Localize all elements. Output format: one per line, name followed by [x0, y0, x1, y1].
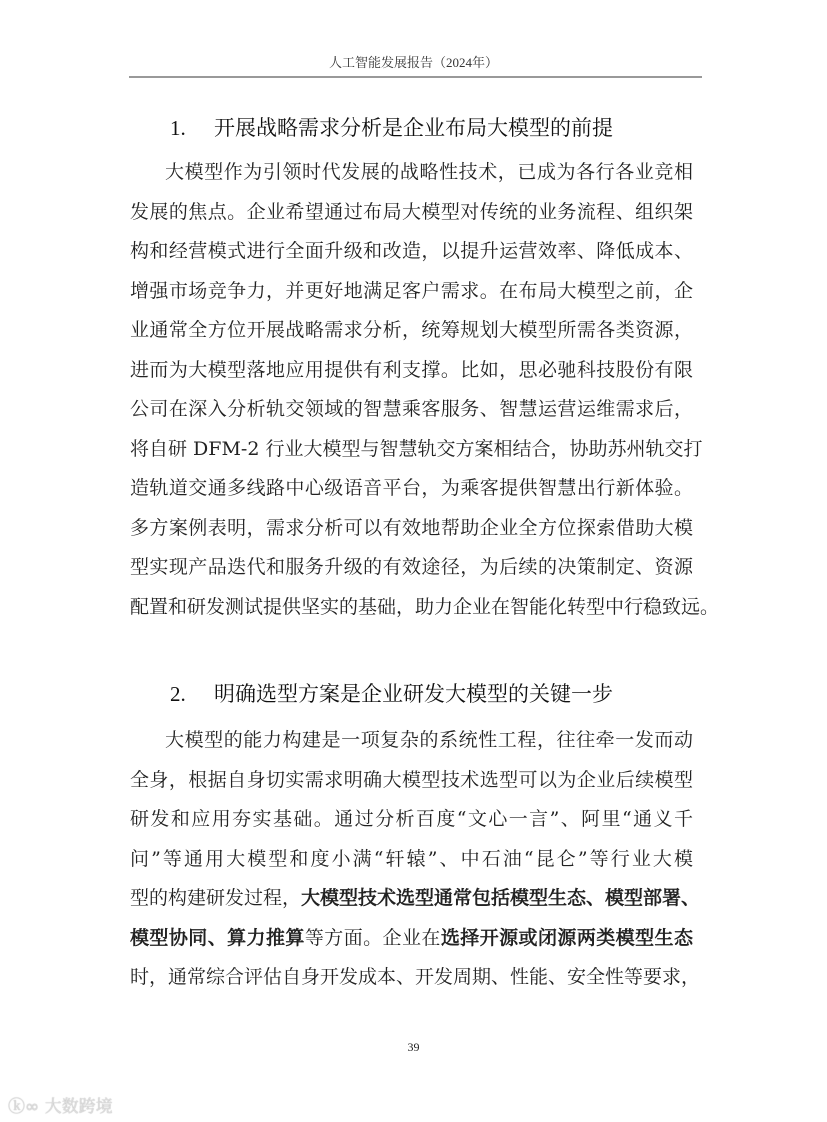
- paragraph-line: [130, 277, 693, 305]
- text-run: 进而为大模型落地应用提供有利支撑。比如，思必驰科技股份有限: [130, 358, 693, 381]
- section-title: 开展战略需求分析是企业布局大模型的前提: [214, 116, 613, 140]
- paragraph-line: [130, 766, 693, 794]
- text-run: 多方案例表明，需求分析可以有效地帮助企业全方位探索借助大模: [130, 516, 693, 539]
- section-1-heading: [170, 112, 613, 142]
- running-header: 人工智能发展报告（2024年）: [328, 55, 498, 70]
- text-run: 问”等通用大模型和度小满“轩辕”、中石油“昆仑”等行业大模: [130, 847, 693, 870]
- text-run: 全身，根据自身切实需求明确大模型技术选型可以为企业后续模型: [130, 768, 693, 791]
- paragraph-line: [130, 395, 693, 423]
- bold-text: 选择开源或闭源两类模型生态: [440, 926, 693, 949]
- section-title: 明确选型方案是企业研发大模型的关键一步: [214, 682, 613, 706]
- header-rule: [129, 76, 702, 78]
- text-run: 大模型作为引领时代发展的战略性技术，已成为各行各业竞相: [165, 161, 693, 183]
- text-run: 型的构建研发过程，: [130, 887, 302, 909]
- paragraph-line: [130, 884, 701, 912]
- paragraph-line: [130, 924, 693, 952]
- paragraph-line: [165, 726, 693, 754]
- text-run: 增强市场竞争力，并更好地满足客户需求。在布局大模型之前，企: [130, 279, 693, 302]
- paragraph-line: [130, 474, 693, 502]
- text-run: 等方面。企业在: [304, 926, 441, 949]
- text-run: 大模型的能力构建是一项复杂的系统性工程，往往牵一发而动: [165, 729, 693, 751]
- bold-text: 大模型技术选型通常包括模型生态、模型部署、: [301, 887, 701, 909]
- text-run: 配置和研发测试提供坚实的基础，助力企业在智能化转型中行稳致远。: [130, 595, 720, 618]
- text-run: 将自研 DFM-2 行业大模型与智慧轨交方案相结合，协助苏州轨交打: [130, 437, 703, 460]
- paragraph-line: [130, 435, 703, 463]
- text-run: 构和经营模式进行全面升级和改造，以提升运营效率、降低成本、: [130, 240, 693, 262]
- paragraph-line: [130, 514, 693, 542]
- text-run: 发展的焦点。企业希望通过布局大模型对传统的业务流程、组织架: [130, 200, 693, 223]
- page-number: 39: [407, 1040, 420, 1054]
- section-2-heading: [170, 678, 613, 708]
- text-run: 造轨道交通多线路中心级语音平台，为乘客提供智慧出行新体验。: [130, 477, 693, 499]
- bold-text: 模型协同、算力推算: [130, 926, 305, 949]
- paragraph-line: [130, 845, 693, 873]
- paragraph-line: [130, 805, 693, 833]
- text-run: 研发和应用夯实基础。通过分析百度“文心一言”、阿里“通义千: [130, 808, 693, 830]
- watermark-logo: ⓚ∞ 大数跨境: [8, 1097, 113, 1117]
- paragraph-line: [130, 356, 693, 384]
- paragraph-line: [130, 553, 693, 581]
- paragraph-line: [130, 963, 701, 991]
- text-run: 公司在深入分析轨交领域的智慧乘客服务、智慧运营运维需求后，: [130, 398, 693, 420]
- section-number: 2.: [170, 682, 186, 706]
- text-run: 业通常全方位开展战略需求分析，统筹规划大模型所需各类资源，: [130, 319, 693, 341]
- text-run: 型实现产品迭代和服务升级的有效途径，为后续的决策制定、资源: [130, 556, 693, 578]
- paragraph-line: [130, 237, 693, 265]
- text-run: 时，通常综合评估自身开发成本、开发周期、性能、安全性等要求，: [130, 966, 701, 988]
- section-number: 1.: [170, 116, 186, 140]
- paragraph-line: [130, 316, 693, 344]
- paragraph-line: [130, 593, 720, 621]
- paragraph-line: [130, 198, 693, 226]
- paragraph-line: [165, 158, 693, 186]
